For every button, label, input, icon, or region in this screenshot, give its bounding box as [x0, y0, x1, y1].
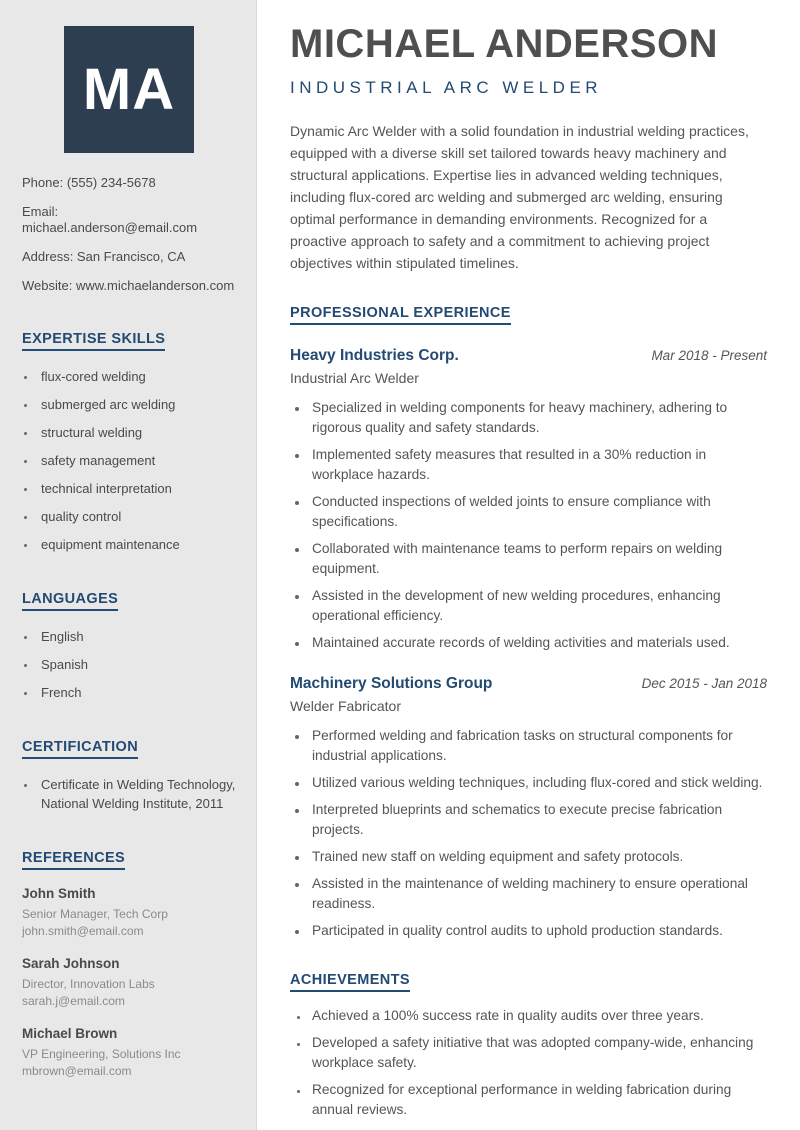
job-bullet: • Participated in quality control audits to uphold production standards.: [309, 921, 767, 941]
section-references: [22, 849, 236, 1080]
contact-phone: Phone: (555) 234-5678: [22, 175, 156, 190]
job-bullet: • Interpreted blueprints and schematics to execute precise fabrication projects.: [309, 800, 767, 840]
job-header: [290, 347, 767, 365]
achievement-item: • Developed a safety initiative that was adopted company-wide, enhancing workplace safety.: [309, 1033, 767, 1073]
reference-entry: [22, 886, 236, 940]
section-certification: [22, 738, 236, 813]
skill-item: • quality control: [37, 507, 236, 526]
reference-role: Senior Manager, Tech Corp: [22, 907, 168, 921]
job-entry: [290, 347, 767, 653]
job-dates: Mar 2018 - Present: [651, 348, 767, 363]
language-item: • Spanish: [37, 655, 236, 674]
reference-role: Director, Innovation Labs: [22, 977, 155, 991]
monogram-badge: [64, 26, 194, 153]
language-item: • English: [37, 627, 236, 646]
reference-name: John Smith: [22, 886, 96, 901]
contact-info: [22, 175, 236, 294]
section-languages: [22, 590, 236, 702]
job-role: Welder Fabricator: [290, 698, 402, 714]
reference-email: sarah.j@email.com: [22, 994, 125, 1008]
reference-email: mbrown@email.com: [22, 1064, 132, 1078]
skill-item: • submerged arc welding: [37, 395, 236, 414]
skill-item: • technical interpretation: [37, 479, 236, 498]
reference-name: Michael Brown: [22, 1026, 118, 1041]
page-title: MICHAEL ANDERSON: [290, 22, 719, 66]
achievement-item: • Recognized for exceptional performance in welding fabrication during annual reviews.: [309, 1080, 767, 1120]
job-bullet: • Conducted inspections of welded joints to ensure compliance with specifications.: [309, 492, 767, 532]
reference-entry: [22, 1026, 236, 1080]
job-bullet: • Maintained accurate records of welding activities and materials used.: [309, 633, 767, 653]
section-skills: [22, 330, 236, 554]
language-item: • French: [37, 683, 236, 702]
certification-heading: CERTIFICATION: [22, 739, 138, 759]
reference-role: VP Engineering, Solutions Inc: [22, 1047, 181, 1061]
job-bullet: • Specialized in welding components for heavy machinery, adhering to rigorous quality and safety standards.: [309, 398, 767, 438]
languages-list: [22, 627, 236, 702]
skill-item: • safety management: [37, 451, 236, 470]
job-bullet: • Performed welding and fabrication tasks on structural components for industrial applications.: [309, 726, 767, 766]
contact-email: Email: michael.anderson@email.com: [22, 204, 198, 235]
reference-email: john.smith@email.com: [22, 924, 144, 938]
company-name: Heavy Industries Corp.: [290, 347, 459, 364]
certification-list: [22, 775, 236, 813]
company-name: Machinery Solutions Group: [290, 675, 493, 692]
job-role: Industrial Arc Welder: [290, 370, 419, 386]
job-header: [290, 675, 767, 693]
job-dates: Dec 2015 - Jan 2018: [641, 676, 767, 691]
job-bullet: • Collaborated with maintenance teams to perform repairs on welding equipment.: [309, 539, 767, 579]
achievement-item: • Achieved a 100% success rate in quality audits over three years.: [309, 1006, 767, 1026]
job-bullets: [290, 398, 767, 653]
contact-website: Website: www.michaelanderson.com: [22, 278, 235, 293]
job-title-subtitle: INDUSTRIAL ARC WELDER: [290, 78, 603, 97]
section-achievements: [290, 971, 767, 1120]
job-bullet: • Trained new staff on welding equipment and safety protocols.: [309, 847, 767, 867]
achievements-heading: ACHIEVEMENTS: [290, 972, 410, 992]
contact-address: Address: San Francisco, CA: [22, 249, 186, 264]
skills-list: [22, 367, 236, 554]
job-bullet: • Assisted in the development of new welding procedures, enhancing operational efficiency.: [309, 586, 767, 626]
skill-item: • structural welding: [37, 423, 236, 442]
main-content: [257, 0, 800, 1130]
certification-item: • Certificate in Welding Technology, National Welding Institute, 2011: [37, 775, 236, 813]
reference-name: Sarah Johnson: [22, 956, 120, 971]
section-experience: [290, 304, 767, 941]
reference-entry: [22, 956, 236, 1010]
summary-paragraph: Dynamic Arc Welder with a solid foundation in industrial welding practices, equipped with a diverse skill set tailored towards heavy machinery and structural applications. Expertise lies in advanced welding techniques, including flux-cored arc welding and submerged arc welding, ensuring optimal performance in demanding environments. Recognized for a proactive approach to safety and a commitment to achieving project objectives within stipulated timelines.: [290, 123, 749, 271]
job-bullet: • Utilized various welding techniques, including flux-cored and stick welding.: [309, 773, 767, 793]
languages-heading: LANGUAGES: [22, 591, 118, 611]
job-bullet: • Assisted in the maintenance of welding machinery to ensure operational readiness.: [309, 874, 767, 914]
job-bullet: • Implemented safety measures that resulted in a 30% reduction in workplace hazards.: [309, 445, 767, 485]
skill-item: • equipment maintenance: [37, 535, 236, 554]
achievements-list: [290, 1006, 767, 1120]
skill-item: • flux-cored welding: [37, 367, 236, 386]
sidebar: [0, 0, 257, 1130]
monogram-initials: MA: [82, 57, 176, 122]
skills-heading: EXPERTISE SKILLS: [22, 331, 165, 351]
job-bullets: [290, 726, 767, 941]
experience-heading: PROFESSIONAL EXPERIENCE: [290, 305, 511, 325]
references-heading: REFERENCES: [22, 850, 125, 870]
job-entry: [290, 675, 767, 941]
